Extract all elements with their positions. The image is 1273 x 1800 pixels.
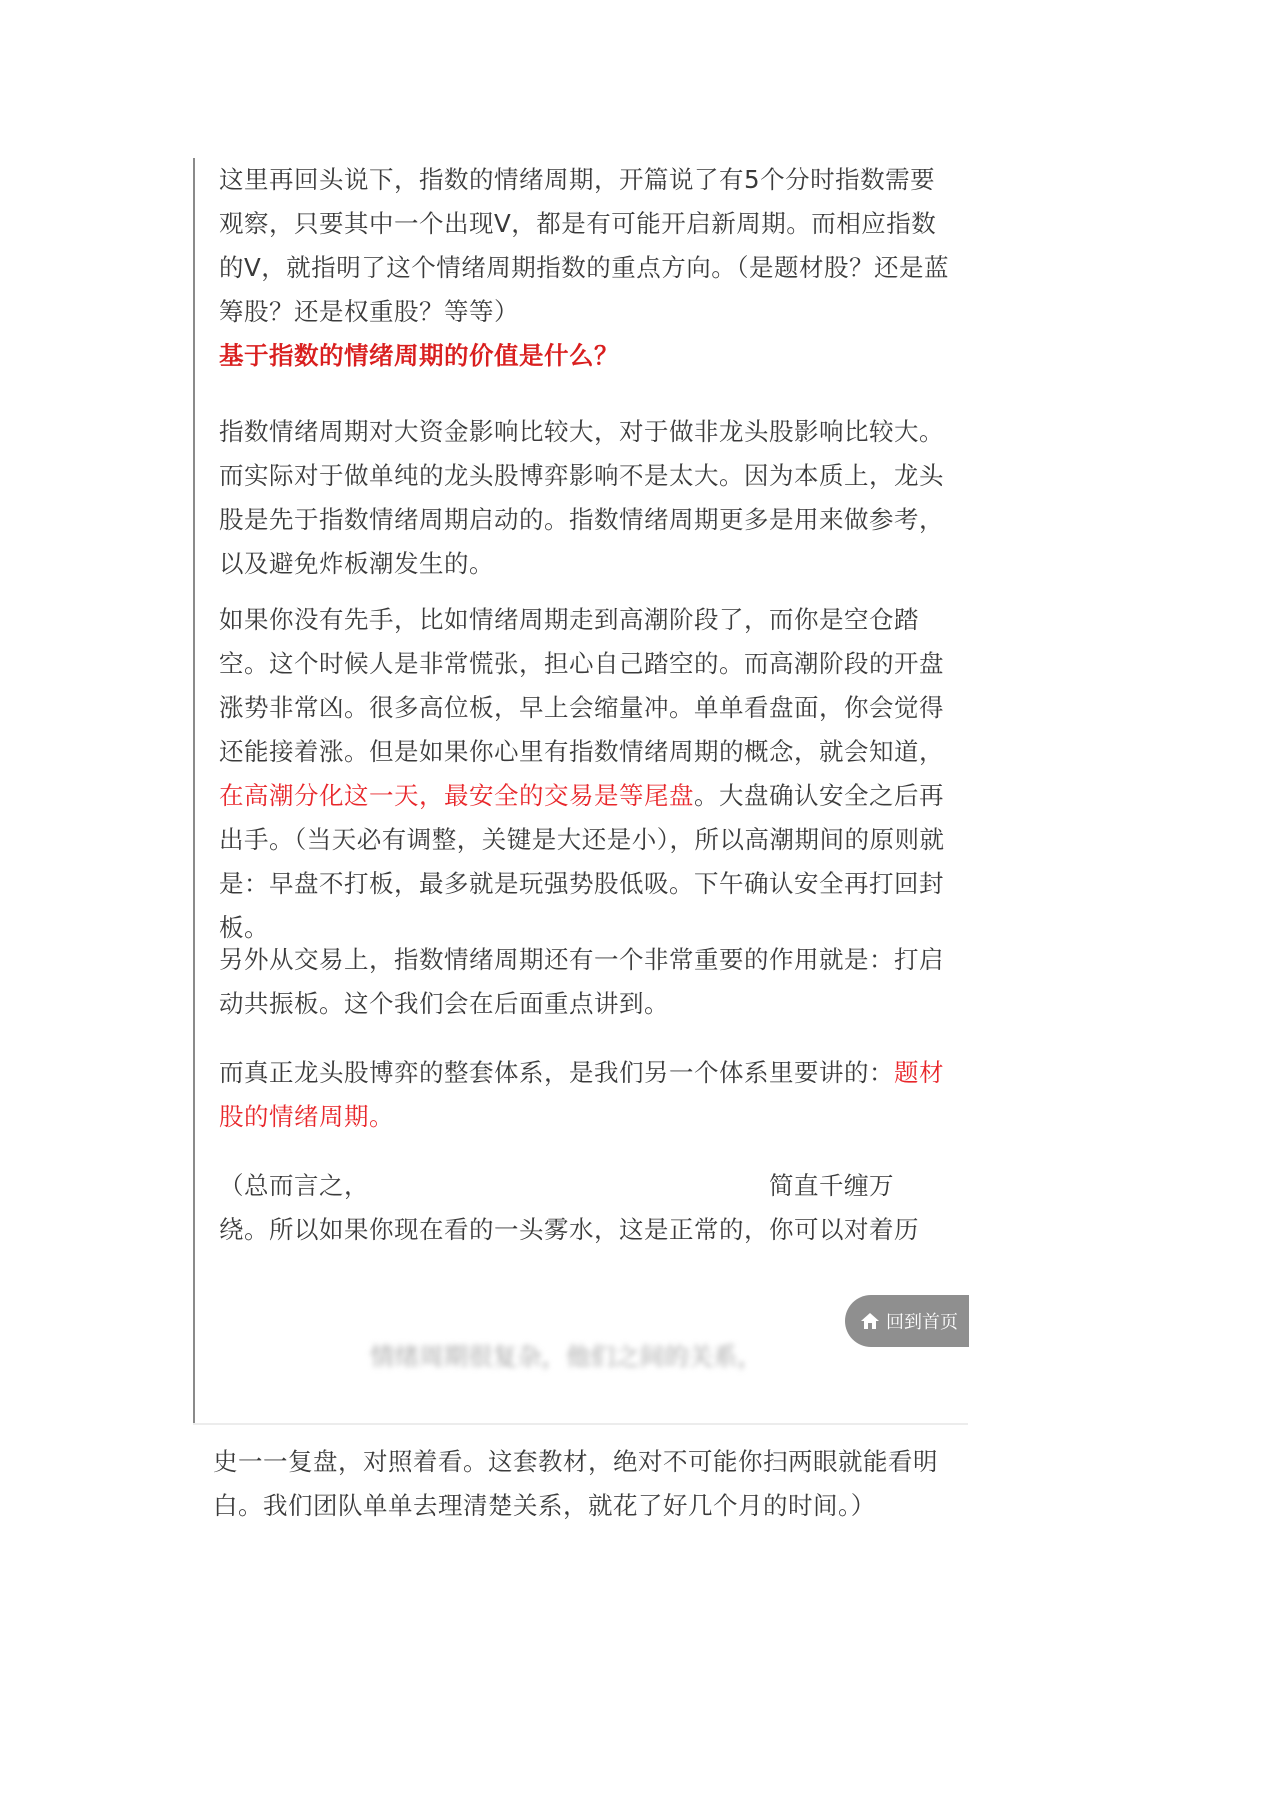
paragraph-tail: 史一一复盘，对照着看。这套教材，绝对不可能你扫两眼就能看明白。我们团队单单去理清楚关系，就花了好几个月的时间。） — [213, 1447, 938, 1520]
home-icon — [860, 1312, 880, 1330]
paragraph-summary — [219, 1164, 949, 1252]
summary-blurred-placeholder — [369, 1171, 769, 1200]
paragraph-resonance: 另外从交易上，指数情绪周期还有一个非常重要的作用就是：打启动共振板。这个我们会在后面重点讲到。 — [219, 945, 944, 1018]
paragraph-index-v: 这里再回头说下，指数的情绪周期，开篇说了有5个分时指数需要观察，只要其中一个出现V，都是有可能开启新周期。而相应指数的V，就指明了这个情绪周期指数的重点方向。（是题材股？还是蓝筹股？还是权重股？等等） — [219, 165, 950, 326]
blurred-overlay-text: 情绪周期很复杂，他们之间的关系， — [370, 1342, 762, 1371]
paragraph-system — [219, 1051, 949, 1139]
paragraph-system-text: 而真正龙头股博弈的整套体系，是我们另一个体系里要讲的： — [219, 1058, 894, 1087]
highlight-theme-stock-cycle: 题材股的情绪周期。 — [219, 1058, 944, 1131]
section-heading: 基于指数的情绪周期的价值是什么？ — [219, 341, 619, 370]
summary-start: （总而言之， — [219, 1171, 369, 1200]
back-to-home-label: 回到首页 — [886, 1312, 958, 1333]
highlight-safest-trade: 在高潮分化这一天，最安全的交易是等尾盘 — [219, 781, 694, 810]
paragraph-climax — [219, 598, 949, 950]
back-to-home-button[interactable] — [845, 1295, 969, 1347]
section-divider — [193, 1423, 968, 1425]
paragraph-impact: 指数情绪周期对大资金影响比较大，对于做非龙头股影响比较大。而实际对于做单纯的龙头股博弈影响不是太大。因为本质上，龙头股是先于指数情绪周期启动的。指数情绪周期更多是用来做参考，以及避免炸板潮发生的。 — [219, 417, 944, 578]
article-body — [193, 158, 970, 1423]
paragraph-climax-text-a: 如果你没有先手，比如情绪周期走到高潮阶段了，而你是空仓踏空。这个时候人是非常慌张，担心自己踏空的。而高潮阶段的开盘涨势非常凶。很多高位板，早上会缩量冲。单单看盘面，你会觉得还能接着涨。但是如果你心里有指数情绪周期的概念，就会知道， — [219, 605, 944, 766]
paragraph-climax-text-b: 。大盘确认安全之后再出手。（当天必有调整，关键是大还是小），所以高潮期间的原则就是：早盘不打板，最多就是玩强势股低吸。下午确认安全再打回封板。 — [219, 781, 945, 942]
summary-line-2: 绕。所以如果你现在看的一头雾水，这是正常的，你可以对着历 — [219, 1215, 919, 1244]
summary-mid: 简直千缠万 — [769, 1171, 894, 1200]
